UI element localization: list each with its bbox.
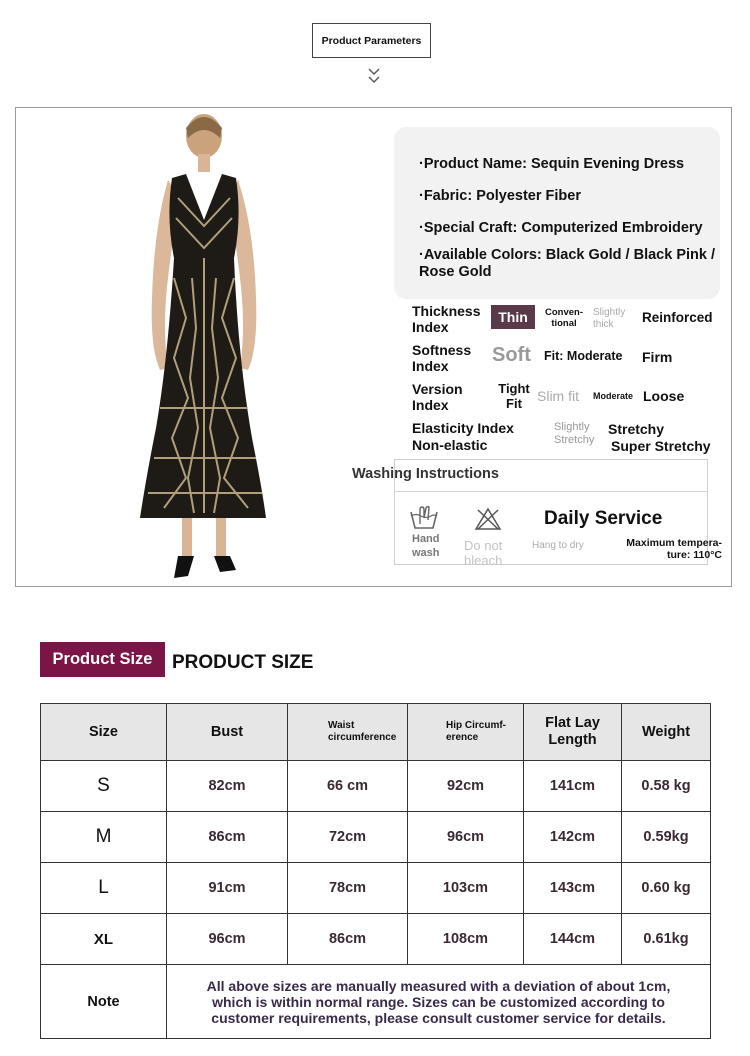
elasticity-option-stretchy: Stretchy	[608, 421, 665, 437]
version-option-moderate: Moderate	[593, 391, 634, 401]
version-option-loose: Loose	[643, 388, 685, 404]
craft-line: ·Special Craft: Computerized Embroidery	[419, 220, 703, 236]
colors-line: ·Available Colors: Black Gold / Black Pink / Rose Gold	[419, 247, 715, 280]
product-size-tag: Product Size	[40, 642, 165, 677]
thickness-selected-chip: Thin	[491, 305, 535, 329]
elasticity-option-super-stretchy: Super Stretchy	[611, 438, 711, 454]
weight-cell: 0.61kg	[622, 914, 711, 965]
washing-divider	[394, 491, 708, 492]
dress-model-image	[116, 108, 276, 586]
size-cell: XL	[41, 914, 167, 965]
softness-option-soft: Soft	[492, 344, 531, 366]
fabric-line: ·Fabric: Polyester Fiber	[419, 188, 581, 204]
header-waist: Waist circumference	[288, 704, 408, 761]
header-size: Size	[41, 704, 167, 761]
elasticity-option-non-elastic: Non-elastic	[412, 437, 488, 453]
waist-cell: 78cm	[288, 863, 408, 914]
waist-cell: 72cm	[288, 812, 408, 863]
bust-cell: 91cm	[167, 863, 288, 914]
max-temperature-label: Maximum tempera-ture: 110°C	[626, 537, 722, 561]
table-row	[41, 761, 711, 812]
length-cell: 143cm	[524, 863, 622, 914]
washing-instructions-title: Washing Instructions	[352, 466, 499, 482]
version-index-label: Version Index	[412, 381, 463, 413]
do-not-bleach-label: Do not bleach	[464, 538, 503, 568]
product-panel	[15, 107, 732, 587]
thickness-option-reinforced: Reinforced	[642, 310, 713, 325]
product-parameters-tab: Product Parameters	[312, 23, 431, 58]
table-header-row	[41, 704, 711, 761]
header-hip: Hip Circumf-erence	[408, 704, 524, 761]
size-cell: M	[41, 812, 167, 863]
header-bust: Bust	[167, 704, 288, 761]
elasticity-index-label: Elasticity Index	[412, 420, 514, 436]
bust-cell: 86cm	[167, 812, 288, 863]
hip-cell: 103cm	[408, 863, 524, 914]
softness-option-firm: Firm	[642, 349, 673, 365]
length-cell: 144cm	[524, 914, 622, 965]
table-row	[41, 863, 711, 914]
weight-cell: 0.60 kg	[622, 863, 711, 914]
length-cell: 141cm	[524, 761, 622, 812]
daily-service-heading: Daily Service	[544, 508, 663, 529]
length-cell: 142cm	[524, 812, 622, 863]
waist-cell: 86cm	[288, 914, 408, 965]
size-cell: L	[41, 863, 167, 914]
hang-to-dry-label: Hang to dry	[532, 540, 584, 551]
size-cell: S	[41, 761, 167, 812]
size-table	[40, 703, 711, 1039]
product-name-line: ·Product Name: Sequin Evening Dress	[419, 156, 685, 172]
hand-wash-label: Hand wash	[412, 533, 440, 559]
softness-index-label: Softness Index	[412, 342, 472, 374]
hip-cell: 92cm	[408, 761, 524, 812]
bust-cell: 82cm	[167, 761, 288, 812]
hand-wash-icon	[408, 504, 440, 532]
note-text: All above sizes are manually measured with a deviation of about 1cm, which is within normal range. Sizes can be customized according to customer requirements, please consult customer service for details.	[167, 965, 711, 1039]
thickness-option-slightly-thick: Slightly thick	[593, 307, 626, 330]
product-info-card	[394, 127, 720, 299]
table-row	[41, 812, 711, 863]
header-flat-lay-length: Flat Lay Length	[524, 704, 622, 761]
weight-cell: 0.59kg	[622, 812, 711, 863]
product-size-heading: PRODUCT SIZE	[172, 652, 314, 673]
version-option-tight-fit: Tight Fit	[498, 381, 530, 411]
note-row	[41, 965, 711, 1039]
softness-option-moderate: Fit: Moderate	[544, 349, 623, 363]
thickness-index-label: Thickness Index	[412, 303, 481, 335]
hip-cell: 108cm	[408, 914, 524, 965]
waist-cell: 66 cm	[288, 761, 408, 812]
do-not-bleach-icon	[474, 507, 502, 531]
elasticity-option-slightly-stretchy: Slightly Stretchy	[554, 421, 595, 446]
bust-cell: 96cm	[167, 914, 288, 965]
table-row	[41, 914, 711, 965]
note-label: Note	[41, 965, 167, 1039]
weight-cell: 0.58 kg	[622, 761, 711, 812]
header-weight: Weight	[622, 704, 711, 761]
thickness-option-conventional: Conven-tional	[545, 307, 583, 329]
double-chevron-down-icon	[367, 66, 381, 86]
version-option-slim-fit: Slim fit	[537, 388, 579, 404]
hip-cell: 96cm	[408, 812, 524, 863]
